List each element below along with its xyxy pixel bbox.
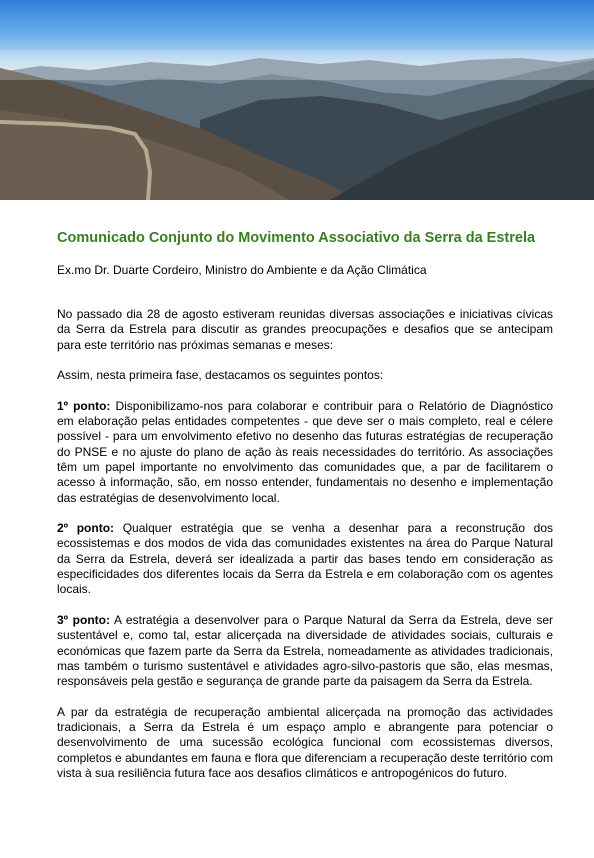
point-1-label: 1º ponto: [57, 398, 111, 413]
document-title: Comunicado Conjunto do Movimento Associativo da Serra da Estrela [57, 230, 536, 246]
mountain-landscape-image [0, 0, 594, 200]
closing-paragraph: A par da estratégia de recuperação ambiental alicerçada na promoção das actividades tradicionais, a Serra da Estrela é um espaço amplo e abrangente para potenciar o desenvolvimento de uma sucessão ecológica funcional com ecossistemas diversos, completos e abundantes em fauna e flora que diferenciam a recuperação deste território com vista à sua resiliência futura face aos desafios climáticos e antropogénicos do futuro. [57, 704, 553, 780]
intro-paragraph: No passado dia 28 de agosto estiveram reunidas diversas associações e iniciativas cívicas da Serra da Estrela para discutir as grandes preocupações e desafios que se antecipam para este território nas próximas semanas e meses: [57, 307, 553, 352]
point-2-paragraph [57, 521, 553, 597]
point-2-label: 2º ponto: [57, 521, 115, 536]
header-image [0, 0, 594, 200]
point-1-text: Disponibilizamo-nos para colaborar e contribuir para o Relatório de Diagnóstico em elaboração pelas entidades competentes - que deve ser o mais completo, real e célere possível - para um envolvimento efetivo no desenho das futuras estratégias de recuperação do PNSE e no ajuste do plano de ação às reais necessidades do território. As associações têm um papel importante no envolvimento das comunidades que, a par de facilitarem o acesso à informação, são, em nosso entender, fundamentais no desenho e implementação das estratégias de desenvolvimento local. [57, 398, 553, 505]
point-2-text: Qualquer estratégia que se venha a desenhar para a reconstrução dos ecossistemas e dos modos de vida das comunidades existentes na área do Parque Natural da Serra da Estrela, deverá ser idealizada a partir das bases tendo em consideração as especificidades dos diferentes locais da Serra da Estrela e em colaboração com os agentes locais. [57, 521, 554, 597]
lead-in-paragraph: Assim, nesta primeira fase, destacamos os seguintes pontos: [57, 368, 384, 383]
point-1-paragraph [57, 399, 553, 506]
point-3-paragraph [57, 613, 553, 689]
document-body [57, 228, 553, 781]
point-3-label: 3º ponto: [57, 612, 110, 627]
point-3-text: A estratégia a desenvolver para o Parque Natural da Serra da Estrela, deve ser sustentável e, como tal, estar alicerçada na diversidade de atividades sociais, culturais e económicas que fazem parte da Serra da Estrela, nomeadamente as atividades tradicionais, mas também o turismo sustentável e atividades agro-silvo-pastoris que são, elas mesmas, responsáveis pela gestão e segurança de grande parte da paisagem da Serra da Estrela. [57, 612, 553, 689]
addressee-line: Ex.mo Dr. Duarte Cordeiro, Ministro do Ambiente e da Ação Climática [57, 263, 427, 277]
